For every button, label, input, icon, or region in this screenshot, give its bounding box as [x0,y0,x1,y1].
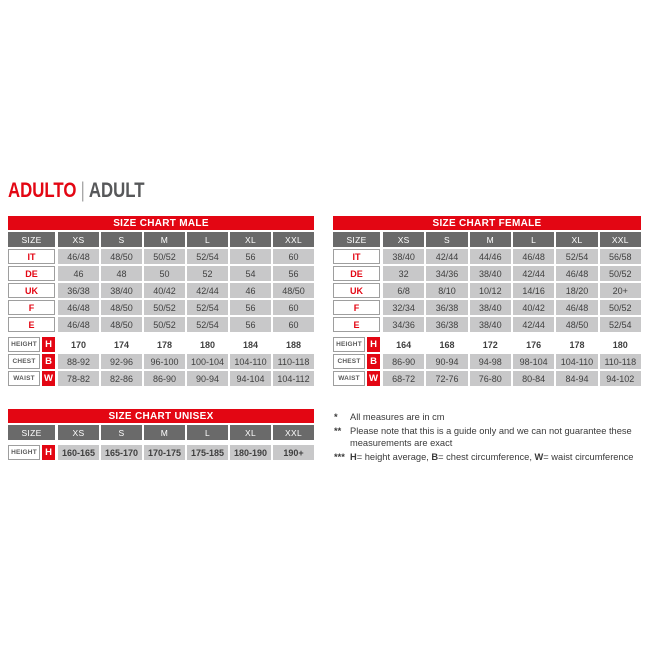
measure-letter-badge: H [42,445,55,460]
measure-value-cell: 88-92 [58,354,99,369]
column-header-cell: L [187,425,228,440]
size-value-cell: 42/44 [513,266,554,281]
size-row [8,283,314,298]
size-value-cell: 34/36 [426,266,467,281]
size-value-cell: 52/54 [556,249,597,264]
measure-value-cell: 76-80 [470,371,511,386]
measure-label: CHEST [8,354,40,369]
column-header-cell: XL [230,425,271,440]
size-row [333,300,641,315]
column-header-cell: XS [58,232,99,247]
size-value-cell: 48/50 [101,249,142,264]
size-system-label: UK [8,283,55,298]
measure-value-cell: 175-185 [187,445,228,460]
size-value-cell: 60 [273,317,314,332]
size-system-label: IT [333,249,380,264]
measure-letter-badge: W [367,371,380,386]
size-value-cell: 38/40 [101,283,142,298]
size-value-cell: 38/40 [470,300,511,315]
footnote-item [334,426,645,450]
size-value-cell: 42/44 [426,249,467,264]
size-value-cell: 34/36 [383,317,424,332]
footnote-item [334,452,645,464]
size-row [333,249,641,264]
size-value-cell: 10/12 [470,283,511,298]
measure-value-cell: 104-110 [556,354,597,369]
size-value-cell: 52/54 [187,300,228,315]
size-chart-male-table [8,216,314,386]
measure-row [333,354,641,369]
size-value-cell: 36/38 [426,317,467,332]
measure-value-cell: 80-84 [513,371,554,386]
header-values [383,232,641,247]
size-value-cell: 36/38 [426,300,467,315]
title-adulto: ADULTO [8,179,77,202]
measure-value-cell: 94-102 [600,371,641,386]
size-system-label: E [333,317,380,332]
size-value-cell: 48/50 [556,317,597,332]
size-row [8,300,314,315]
size-value-cell: 42/44 [187,283,228,298]
measure-value-cell: 110-118 [273,354,314,369]
measure-value-cell: 172 [470,337,511,352]
footnote-item [334,412,645,424]
measure-label: WAIST [333,371,365,386]
measure-value-cell: 72-76 [426,371,467,386]
measure-letter-badge: W [42,371,55,386]
size-header-cell: SIZE [333,232,380,247]
column-header-cell: S [101,425,142,440]
size-chart-unisex-table [8,409,314,460]
size-row [333,283,641,298]
measure-value-cell: 92-96 [101,354,142,369]
measure-value-cell: 176 [513,337,554,352]
size-value-cell: 52 [187,266,228,281]
measure-value-cell: 94-98 [470,354,511,369]
measure-value-cell: 100-104 [187,354,228,369]
column-header-cell: L [187,232,228,247]
size-value-cell: 50/52 [144,249,185,264]
size-value-cell: 46/48 [58,317,99,332]
size-value-cell: 48 [101,266,142,281]
size-value-cell: 20+ [600,283,641,298]
size-value-cell: 52/54 [600,317,641,332]
size-value-cell: 50/52 [600,266,641,281]
chart-title-bar: SIZE CHART FEMALE [333,216,641,230]
size-value-cell: 8/10 [426,283,467,298]
measure-value-cell: 94-104 [230,371,271,386]
page-title [8,179,145,203]
size-value-cell: 32/34 [383,300,424,315]
size-value-cell: 60 [273,249,314,264]
column-header-cell: S [426,232,467,247]
measure-label: HEIGHT [333,337,365,352]
size-row [8,249,314,264]
measure-value-cell: 86-90 [144,371,185,386]
measure-value-cell: 178 [144,337,185,352]
size-value-cell: 46/48 [556,300,597,315]
size-value-cell: 56 [230,300,271,315]
size-value-cell: 44/46 [470,249,511,264]
title-separator: | [80,179,85,202]
size-header-cell: SIZE [8,425,55,440]
size-value-cell: 46 [58,266,99,281]
size-system-label: F [8,300,55,315]
measure-row [8,371,314,386]
column-header-cell: XXL [273,232,314,247]
column-header-cell: M [470,232,511,247]
column-header-cell: XL [556,232,597,247]
size-value-cell: 32 [383,266,424,281]
column-header-cell: L [513,232,554,247]
size-system-label: DE [8,266,55,281]
size-value-cell: 46/48 [58,249,99,264]
size-row [333,266,641,281]
size-value-cell: 56/58 [600,249,641,264]
measure-value-cell: 180 [187,337,228,352]
size-value-cell: 50 [144,266,185,281]
size-value-cell: 46 [230,283,271,298]
measure-letter-badge: B [42,354,55,369]
measure-value-cell: 180 [600,337,641,352]
column-header-cell: XXL [273,425,314,440]
size-value-cell: 6/8 [383,283,424,298]
size-system-label: DE [333,266,380,281]
size-system-label: F [333,300,380,315]
size-system-label: IT [8,249,55,264]
measure-label: HEIGHT [8,445,40,460]
measure-value-cell: 174 [101,337,142,352]
size-value-cell: 46/48 [556,266,597,281]
measure-value-cell: 190+ [273,445,314,460]
measure-row [333,337,641,352]
measure-value-cell: 110-118 [600,354,641,369]
measure-letter-badge: H [367,337,380,352]
measure-value-cell: 78-82 [58,371,99,386]
size-chart-female-table [333,216,641,386]
footnote-text: H= height average, B= chest circumference, W= waist circumference [350,451,634,462]
column-header-cell: XS [383,232,424,247]
measure-rows [8,337,314,386]
column-header-cell: S [101,232,142,247]
size-row [333,317,641,332]
size-system-label: E [8,317,55,332]
size-value-cell: 56 [273,266,314,281]
footnote-mark: * [334,412,338,422]
size-value-cell: 50/52 [144,300,185,315]
column-header-cell: XS [58,425,99,440]
size-value-cell: 48/50 [101,317,142,332]
measure-value-cell: 104-112 [273,371,314,386]
size-value-cell: 18/20 [556,283,597,298]
measure-label: HEIGHT [8,337,40,352]
size-value-cell: 14/16 [513,283,554,298]
size-value-cell: 40/42 [513,300,554,315]
measure-rows [333,337,641,386]
measure-row [8,354,314,369]
measure-value-cell: 98-104 [513,354,554,369]
footnote-text: Please note that this is a guide only and we can not guarantee these measurements are exact [350,425,632,448]
measure-value-cell: 170-175 [144,445,185,460]
measure-label: WAIST [8,371,40,386]
measure-value-cell: 90-94 [426,354,467,369]
size-value-cell: 38/40 [470,317,511,332]
size-value-cell: 40/42 [144,283,185,298]
size-header-cell: SIZE [8,232,55,247]
header-values [58,232,314,247]
measure-value-cell: 160-165 [58,445,99,460]
measure-value-cell: 178 [556,337,597,352]
size-value-cell: 48/50 [101,300,142,315]
size-value-cell: 36/38 [58,283,99,298]
measure-value-cell: 68-72 [383,371,424,386]
title-adult: ADULT [88,179,145,202]
size-value-cell: 50/52 [144,317,185,332]
measure-value-cell: 180-190 [230,445,271,460]
measure-label: CHEST [333,354,365,369]
measure-value-cell: 170 [58,337,99,352]
measure-value-cell: 164 [383,337,424,352]
footnotes [334,412,645,464]
size-value-cell: 52/54 [187,317,228,332]
size-row [8,317,314,332]
header-values [58,425,314,440]
column-header-cell: M [144,232,185,247]
column-header-row [8,425,314,440]
measure-row [8,337,314,352]
size-value-cell: 56 [230,317,271,332]
measure-value-cell: 90-94 [187,371,228,386]
measure-row [8,445,314,460]
size-value-cell: 46/48 [513,249,554,264]
measure-row [333,371,641,386]
column-header-cell: XXL [600,232,641,247]
size-value-cell: 54 [230,266,271,281]
size-value-cell: 52/54 [187,249,228,264]
column-header-row [8,232,314,247]
measure-value-cell: 82-86 [101,371,142,386]
size-value-cell: 38/40 [470,266,511,281]
measure-value-cell: 96-100 [144,354,185,369]
size-row [8,266,314,281]
footnote-mark: *** [334,451,345,462]
measure-rows [8,445,314,460]
size-value-cell: 42/44 [513,317,554,332]
measure-letter-badge: B [367,354,380,369]
measure-value-cell: 188 [273,337,314,352]
measure-value-cell: 86-90 [383,354,424,369]
footnote-mark: ** [334,425,342,436]
size-value-cell: 50/52 [600,300,641,315]
measure-value-cell: 165-170 [101,445,142,460]
size-value-cell: 46/48 [58,300,99,315]
measure-value-cell: 104-110 [230,354,271,369]
size-value-cell: 48/50 [273,283,314,298]
size-system-label: UK [333,283,380,298]
column-header-row [333,232,641,247]
chart-title-bar: SIZE CHART MALE [8,216,314,230]
size-value-cell: 60 [273,300,314,315]
measure-letter-badge: H [42,337,55,352]
chart-title-bar: SIZE CHART UNISEX [8,409,314,423]
measure-value-cell: 84-94 [556,371,597,386]
column-header-cell: M [144,425,185,440]
size-value-cell: 38/40 [383,249,424,264]
footnote-text: All measures are in cm [350,412,445,422]
column-header-cell: XL [230,232,271,247]
measure-value-cell: 184 [230,337,271,352]
size-value-cell: 56 [230,249,271,264]
measure-value-cell: 168 [426,337,467,352]
